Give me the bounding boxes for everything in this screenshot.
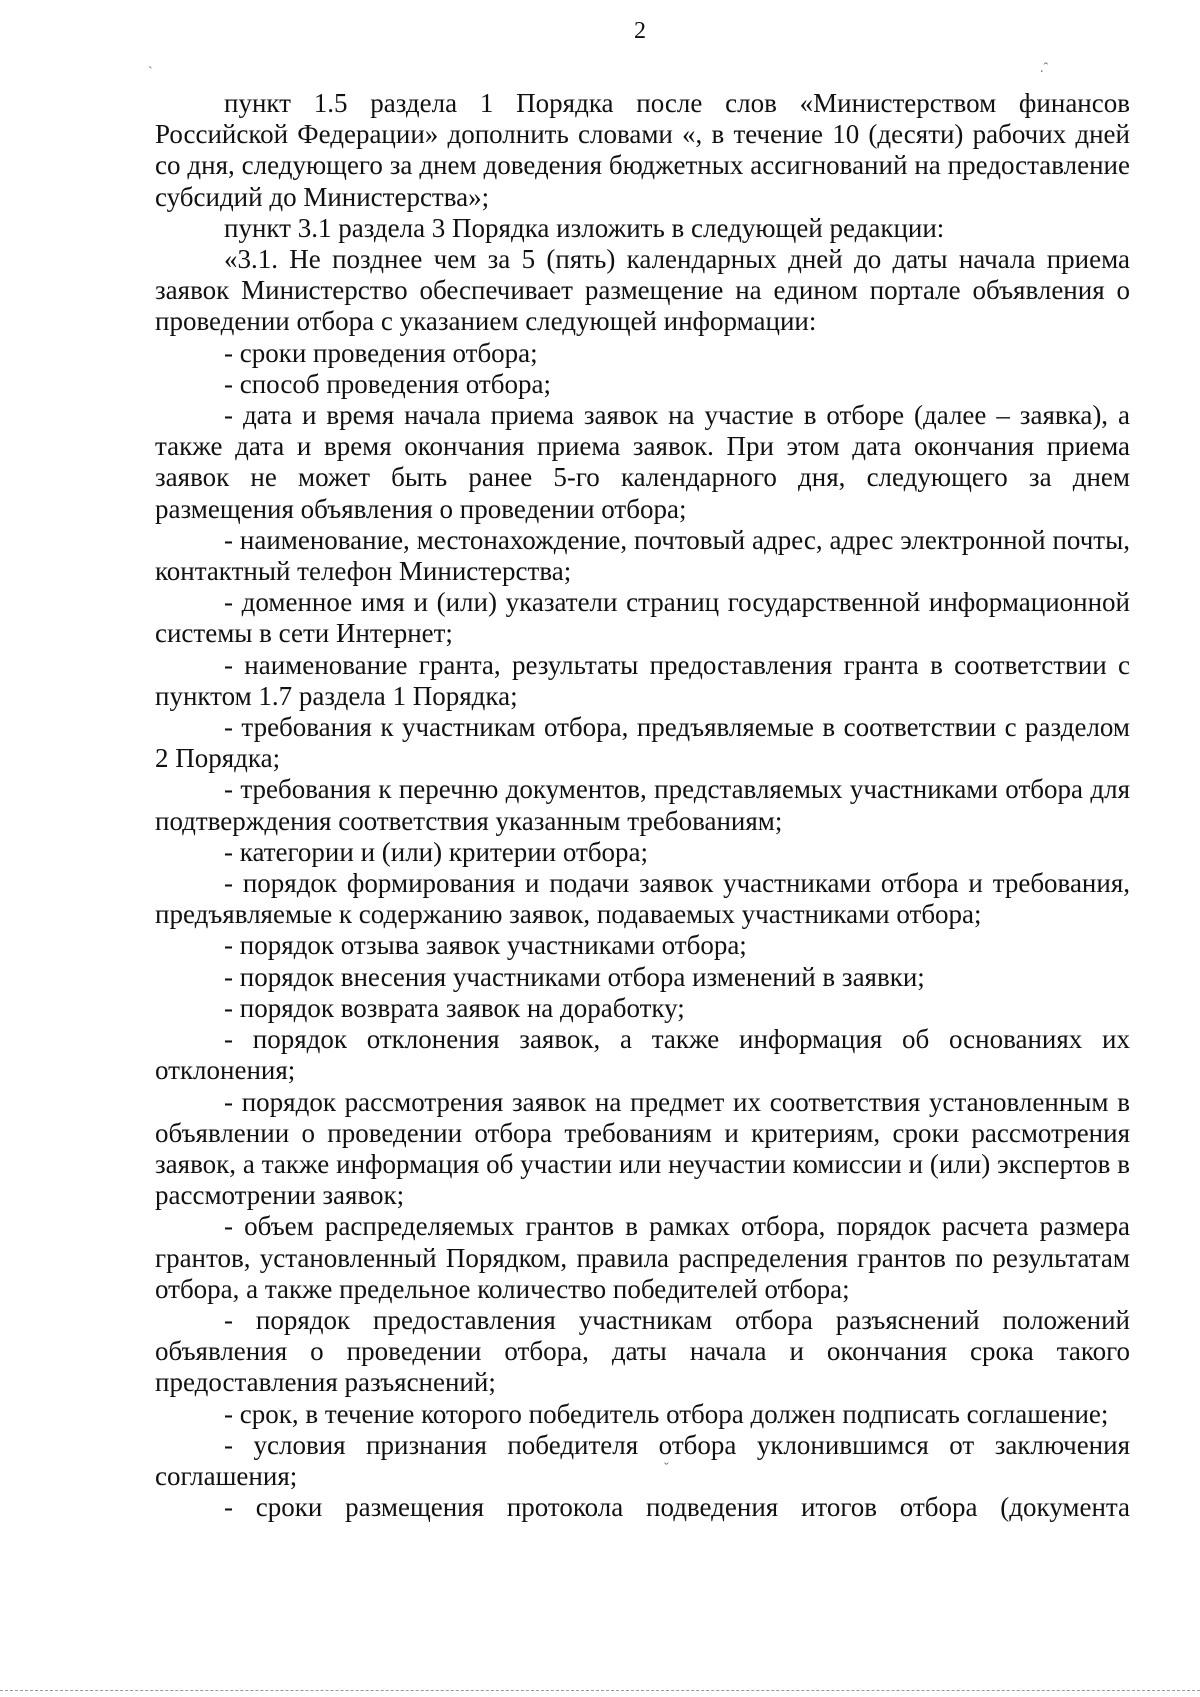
list-item: - требования к участникам отбора, предъявляемые в соответствии с разделом 2 Порядка; xyxy=(155,712,1130,774)
list-item: - наименование гранта, результаты предоставления гранта в соответствии с пунктом 1.7 раздела 1 Порядка; xyxy=(155,649,1130,711)
page-number: 2 xyxy=(634,18,646,44)
list-item: - способ проведения отбора; xyxy=(224,368,551,399)
list-item: - доменное имя и (или) указатели страниц государственной информационной системы в сети Интернет; xyxy=(155,587,1130,649)
scan-speck: .ˆ xyxy=(1040,61,1049,76)
list-item: - порядок рассмотрения заявок на предмет их соответствия установленным в объявлении о проведении отбора требованиям и критериям, сроки рассмотрения заявок, а также информация об участии или неучастии комиссии и (или) экспертов в рассмотрении заявок; xyxy=(155,1086,1130,1211)
list-item: - порядок внесения участниками отбора изменений в заявки; xyxy=(224,961,925,992)
list-item: - срок, в течение которого победитель отбора должен подписать соглашение; xyxy=(224,1398,1109,1429)
list-item: - сроки проведения отбора; xyxy=(224,337,538,368)
list-item: - порядок отзыва заявок участниками отбора; xyxy=(224,930,747,961)
paragraph-amend-3-1: пункт 3.1 раздела 3 Порядка изложить в следующей редакции: xyxy=(224,212,945,243)
scan-bottom-edge xyxy=(0,1690,1200,1691)
list-item: - объем распределяемых грантов в рамках отбора, порядок расчета размера грантов, установленный Порядком, правила распределения грантов по результатам отбора, а также предельное количество победителей отбора; xyxy=(155,1211,1130,1304)
list-item: - дата и время начала приема заявок на участие в отборе (далее – заявка), а также дата и время окончания приема заявок. При этом дата окончания приема заявок не может быть ранее 5-го календарного дня, следующего за днем размещения объявления о проведении отбора; xyxy=(155,400,1130,524)
list-item: - требования к перечню документов, представляемых участниками отбора для подтверждения соответствия указанным требованиям; xyxy=(155,774,1130,836)
list-item: - наименование, местонахождение, почтовый адрес, адрес электронной почты, контактный телефон Министерства; xyxy=(155,524,1130,587)
list-item: - условия признания победителя отбора уклонившимся от заключения соглашения; xyxy=(155,1429,1130,1491)
list-item: - категории и (или) критерии отбора; xyxy=(224,836,649,867)
paragraph-3-1-intro: «3.1. Не позднее чем за 5 (пять) календарных дней до даты начала приема заявок Министерство обеспечивает размещение на едином портале объявления о проведении отбора с указанием следующей информации: xyxy=(155,244,1130,337)
list-item: - порядок формирования и подачи заявок участниками отбора и требования, предъявляемые к содержанию заявок, подаваемых участниками отбора; xyxy=(155,868,1130,930)
list-item-continued: - сроки размещения протокола подведения итогов отбора (документа xyxy=(224,1492,1130,1523)
paragraph-amend-1-5: пункт 1.5 раздела 1 Порядка после слов «Министерством финансов Российской Федерации» дополнить словами «, в течение 10 (десяти) рабочих дней со дня, следующего за днем доведения бюджетных ассигнований на предоставление субсидий до Министерства»; xyxy=(155,88,1130,212)
document-body xyxy=(155,88,1130,1523)
list-item: - порядок предоставления участникам отбора разъяснений положений объявления о проведении отбора, даты начала и окончания срока такого предоставления разъяснений; xyxy=(155,1304,1130,1398)
list-item: - порядок отклонения заявок, а также информация об основаниях их отклонения; xyxy=(155,1024,1130,1086)
scan-speck: ˇ xyxy=(664,1461,669,1476)
list-item: - порядок возврата заявок на доработку; xyxy=(224,992,685,1023)
scan-speck: ˋ xyxy=(148,65,153,80)
